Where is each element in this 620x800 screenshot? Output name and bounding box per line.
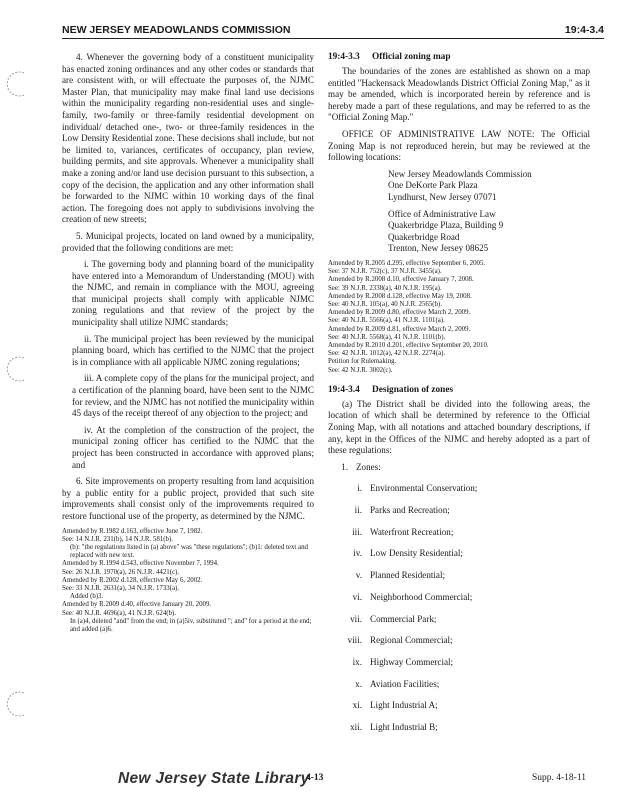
history-note: See: 42 N.J.R. 1012(a), 42 N.J.R. 2274(a). (328, 350, 446, 358)
zones-list (328, 462, 590, 744)
supplement-date: Supp. 4-18-11 (531, 773, 586, 783)
header-title: NEW JERSEY MEADOWLANDS COMMISSION (62, 24, 291, 36)
history-notes (62, 528, 314, 635)
history-note: Amended by R.2008 d.10, effective January 7, 2008. (328, 276, 474, 284)
zone-items (342, 483, 590, 743)
list-label: 1. (341, 461, 348, 472)
list-text: Zones: (356, 461, 381, 472)
history-note: Amended by R.2010 d.201, effective September 20, 2010. (328, 341, 489, 349)
history-note: In (a)4, deleted "and" from the end; in (a)5iv, substituted "; and" for a period at the end; and added (a)6. (70, 617, 312, 633)
history-note: See: 14 N.J.R. 231(b), 14 N.J.R. 581(b). (62, 535, 174, 543)
zone-name: Aviation Facilities; (370, 678, 440, 689)
paragraph-5: 5. Municipal projects, located on land owned by a municipality, provided that the following conditions are met: (62, 230, 314, 253)
address-line: New Jersey Meadowlands Commission (388, 168, 532, 179)
paragraph-4: 4. Whenever the governing body of a constituent municipality has enacted zoning ordinances and any other codes or standards that are consistent with, or will effectuate the purposes of, the NJMC Master Plan, that municipality may make final land use decisions within the municipality regarding non-residential uses and single-family, two-family or three-family residential development on individual/ detached one-, two- or three-family residences in the Low Density Residential zone. These decisions shall include, but not be limited to, variances, certificates of occupancy, plan review, building permits, and site approvals. Whenever a municipality shall make a zoning and/or land use decision pursuant to this subsection, a copy of the decision, the application and any other information shall be forwarded to the NJMC within 10 working days of the final action. The foregoing does not apply to subdivisions involving the creation of new streets; (62, 52, 314, 225)
zone-name: Neighborhood Commercial; (370, 591, 473, 602)
history-note: See: 33 N.J.R. 2631(a), 34 N.J.R. 1733(a). (62, 584, 180, 592)
zone-item (342, 483, 590, 505)
paragraph-5-iii: iii. A complete copy of the plans for the municipal project, and a certification of the planning board, have been sent to the NJMC for review, and the NJMC has not notified the municipality within 45 days of the receipt thereof of any objection to the project; and (72, 373, 314, 419)
address-line: One DeKorte Park Plaza (388, 180, 478, 191)
zone-name: Planned Residential; (370, 570, 446, 581)
binder-hole-icon (4, 70, 32, 98)
history-note: (b): "the regulations listed in (a) above" was "these regulations"; (b)1: deleted text and replaced with new text. (70, 543, 308, 560)
address-line: Office of Administrative Law (388, 208, 496, 219)
library-stamp: New Jersey State Library (118, 770, 310, 787)
address-line: Quakerbridge Plaza, Building 9 (388, 220, 504, 231)
zone-name: Waterfront Recreation; (370, 526, 454, 537)
zone-number: ix. (352, 656, 362, 667)
history-note: See: 40 N.J.R. 5566(a), 41 N.J.R. 1101(a). (328, 317, 445, 325)
history-note: Amended by R.2008 d.128, effective May 19, 2008. (328, 292, 472, 300)
section-title: Designation of zones (372, 384, 454, 395)
binder-hole-icon (4, 355, 32, 383)
zone-item (342, 570, 590, 592)
zone-item (342, 548, 590, 570)
zone-item (342, 527, 590, 549)
history-note: Amended by R.2009 d.40, effective January 20, 2009. (62, 601, 212, 609)
zone-name: Light Industrial B; (370, 721, 438, 732)
address-block (328, 169, 590, 204)
address-block (328, 209, 590, 255)
history-note: See: 40 N.J.R. 5568(a), 41 N.J.R. 1101(b). (328, 333, 446, 341)
binder-hole-icon (4, 690, 32, 718)
history-note: See: 26 N.J.R. 1970(a), 26 N.J.R. 4421(c). (62, 568, 180, 576)
zone-item (342, 700, 590, 722)
zone-name: Parks and Recreation; (370, 505, 450, 516)
paragraph-5-iv: iv. At the completion of the construction of the project, the municipal zoning officer has certified to the NJMC that the project has been constructed in accordance with approved plans; and (72, 424, 314, 470)
zone-number: iii. (352, 526, 362, 537)
zone-item (342, 679, 590, 701)
address-line: Quakerbridge Road (388, 231, 460, 242)
history-note: Amended by R.2002 d.128, effective May 6, 2002. (62, 576, 203, 584)
history-note: See: 37 N.J.R. 752(c), 37 N.J.R. 3455(a). (328, 268, 442, 276)
left-column (62, 52, 314, 634)
history-note: See: 40 N.J.R. 4696(a), 41 N.J.R. 624(b). (62, 609, 177, 617)
paragraph-5-ii: ii. The municipal project has been reviewed by the municipal planning board, which has certified to the NJMC that the project is in compliance with all applicable NJMC zoning regulations; (72, 333, 314, 367)
address-line: Trenton, New Jersey 08625 (388, 243, 489, 254)
zone-number: i. (357, 483, 362, 494)
section-title: Official zoning map (372, 52, 451, 62)
zone-number: vii. (350, 613, 362, 624)
history-note: Added (b)3. (70, 593, 104, 601)
zone-item (342, 722, 590, 744)
history-note: Amended by R.2009 d.80, effective March 2, 2009. (328, 309, 471, 317)
zone-number: v. (355, 570, 362, 581)
zone-name: Low Density Residential; (370, 548, 463, 559)
zone-item (342, 657, 590, 679)
section-heading (328, 385, 590, 395)
paragraph-6: 6. Site improvements on property resulting from land acquisition by a public entity for a public project, provided that such site improvements shall consist only of the improvements required to restore functional use of the property, as determined by the NJMC. (62, 476, 314, 521)
history-note: See: 40 N.J.R. 105(a), 40 N.J.R. 2565(b). (328, 300, 443, 308)
zone-name: Light Industrial A; (370, 700, 438, 711)
list-item (328, 462, 590, 484)
header-section: 19:4-3.4 (564, 24, 604, 36)
paragraph-oal-note: OFFICE OF ADMINISTRATIVE LAW NOTE: The Official Zoning Map is not reproduced herein, but may be reviewed at the following locations: (328, 128, 590, 163)
zone-number: xi. (352, 700, 362, 711)
page-number: 4-13 (306, 773, 324, 783)
history-note: Amended by R.1982 d.163, effective June 7, 1982. (62, 527, 203, 535)
zone-number: ii. (354, 505, 362, 516)
zone-number: vi. (352, 591, 362, 602)
section-heading (328, 52, 590, 62)
history-note: Amended by R.1994 d.543, effective November 7, 1994. (62, 560, 219, 568)
address-line: Lyndhurst, New Jersey 07071 (388, 191, 497, 202)
section-number: 19:4-3.4 (328, 384, 360, 395)
running-header (62, 22, 604, 39)
zone-item (342, 635, 590, 657)
paragraph-zoning-map: The boundaries of the zones are established as shown on a map entitled "Hackensack Meadowlands District Official Zoning Map," as it may be amended, which is incorporated herein by reference and is hereby made a part of these regulations, and may be referred to as the "Official Zoning Map." (328, 66, 590, 123)
history-note: See: 39 N.J.R. 2338(a), 40 N.J.R. 195(a). (328, 284, 442, 292)
right-column (328, 52, 590, 744)
paragraph-5-i: i. The governing body and planning board of the municipality have entered into a Memorandum of Understanding (MOU) with the NJMC, and remain in compliance with the MOU, agreeing that municipal projects shall comply with applicable NJMC zoning regulations and that review of the project by the municipality shall utilize NJMC standards; (72, 259, 314, 328)
zone-name: Highway Commercial; (370, 656, 454, 667)
history-note: See: 42 N.J.R. 3002(c). (328, 366, 393, 374)
history-note: Amended by R.2005 d.295, effective September 6, 2005. (328, 259, 486, 267)
zone-name: Commercial Park; (370, 613, 437, 624)
zone-number: iv. (353, 548, 362, 559)
zone-item (342, 592, 590, 614)
history-note: Petition for Rulemaking. (328, 358, 397, 366)
zone-number: xii. (350, 721, 362, 732)
zone-item (342, 614, 590, 636)
zone-number: x. (355, 678, 362, 689)
history-note: Amended by R.2009 d.81, effective March 2, 2009. (328, 325, 471, 333)
zone-name: Environmental Conservation; (370, 483, 478, 494)
history-notes (328, 260, 590, 375)
zone-number: viii. (347, 635, 362, 646)
section-number: 19:4-3.3 (328, 52, 360, 62)
paragraph-designation: (a) The District shall be divided into the following areas, the location of which shall be determined by reference to the Official Zoning Map, with all notations and attached boundary descriptions, if any, kept in the Offices of the NJMC and hereby adopted as a part of these regulations: (328, 398, 590, 456)
zone-item (342, 505, 590, 527)
zone-name: Regional Commercial; (370, 635, 453, 646)
